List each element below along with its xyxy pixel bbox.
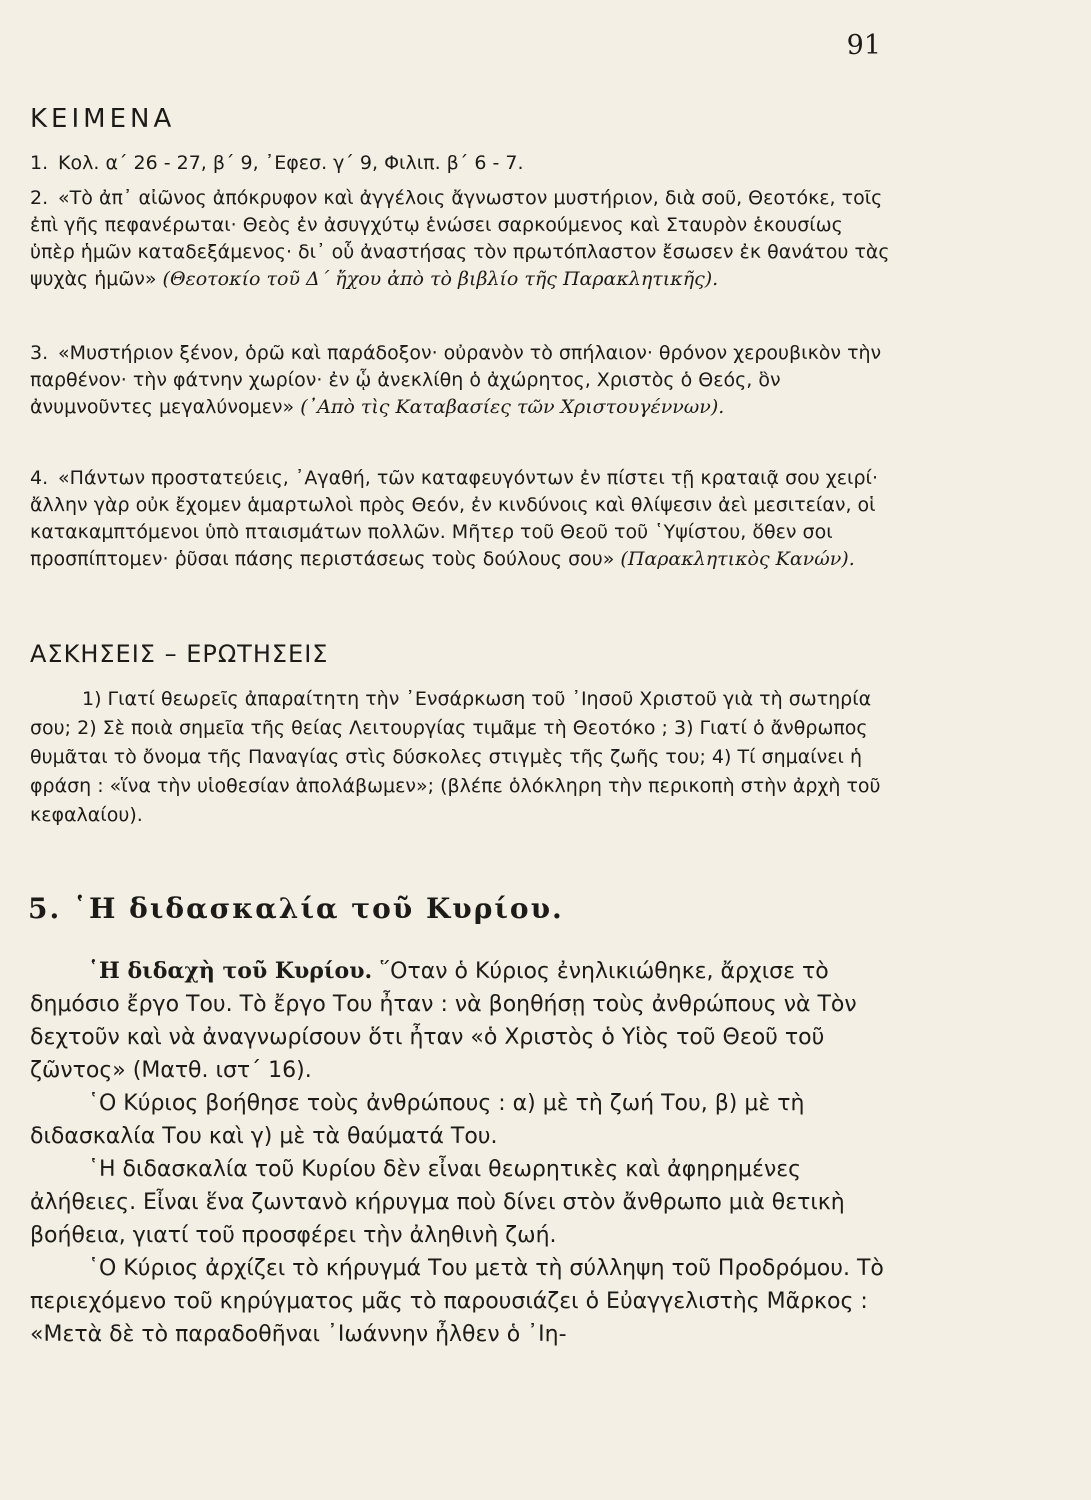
reference-text: «Τὸ ἀπ᾽ αἰῶνος ἀπόκρυφον καὶ ἀγγέλοις ἄγνωστον μυστήριον, διὰ σοῦ, Θεοτόκε, τοῖς ἐπὶ γῆς πεφανέρωται· Θεὸς ἐν ἀσυγχύτῳ ἑνώσει σαρκούμενος καὶ Σταυρὸν ἑκουσίως ὑπὲρ ἡμῶν καταδεξάμενος· δι᾽ οὗ ἀναστήσας τὸν πρωτόπλαστον ἔσωσεν ἐκ θανάτου τὰς ψυχὰς ἡμῶν» [30,187,890,290]
reference-4 [30,465,890,573]
reference-3 [30,340,890,421]
paragraph-text: ῞Οταν ὁ Κύριος ἐνηλικιώθηκε, ἄρχισε τὸ δημόσιο ἔργο Του. Τὸ ἔργο Του ἦταν : νὰ βοηθήσῃ τοὺς ἀνθρώπους νὰ Τὸν δεχτοῦν καὶ νὰ ἀναγνωρίσουν ὅτι ἦταν «ὁ Χριστὸς ὁ Υἱὸς τοῦ Θεοῦ τοῦ ζῶντος» (Ματθ. ιστ΄ 16). [30,959,857,1083]
reference-1 [30,150,890,177]
reference-source: (Παρακλητικὸς Κανών). [620,548,855,570]
reference-number: 3. [30,342,49,364]
reference-text: Κολ. α΄ 26 - 27, β΄ 9, ᾽Εφεσ. γ΄ 9, Φιλιπ. β΄ 6 - 7. [58,152,524,174]
reference-number: 1. [30,152,49,174]
reference-source: (᾽Απὸ τὶς Καταβασίες τῶν Χριστουγέννων). [300,396,725,418]
exercises-heading: ΑΣΚΗΣΕΙΣ – ΕΡΩΤΗΣΕΙΣ [30,640,329,668]
body-paragraph-2: ῾Ο Κύριος βοήθησε τοὺς ἀνθρώπους : α) μὲ τὴ ζωή Του, β) μὲ τὴ διδασκαλία Του καὶ γ) μὲ τὰ θαύματά Του. [30,1091,805,1149]
body-paragraph-4: ῾Ο Κύριος ἀρχίζει τὸ κήρυγμά Του μετὰ τὴ σύλληψη τοῦ Προδρόμου. Τὸ περιεχόμενο τοῦ κηρύγματος μᾶς τὸ παρουσιάζει ὁ Εὐαγγελιστὴς Μᾶρκος : «Μετὰ δὲ τὸ παραδοθῆναι ᾽Ιωάννην ἦλθεν ὁ ᾽Ιη- [30,1256,884,1347]
reference-number: 4. [30,467,49,489]
section-title: ΚΕΙΜΕΝΑ [30,104,176,134]
chapter-body [30,955,892,1351]
reference-text: «Πάντων προστατεύεις, ᾽Αγαθή, τῶν καταφευγόντων ἐν πίστει τῇ κραταιᾷ σου χειρί· ἄλλην γὰρ οὐκ ἔχομεν ἁμαρτωλοὶ πρὸς Θεόν, ἐν κινδύνοις καὶ θλίψεσιν ἀεὶ μεσιτείαν, οἱ κατακαμπτόμενοι ὑπὸ πταισμάτων πολλῶν. Μῆτερ τοῦ Θεοῦ τοῦ ῾Υψίστου, ὅθεν σοι προσπίπτομεν· ῥῦσαι πάσης περιστάσεως τοὺς δούλους σου» [30,467,879,570]
reference-source: (Θεοτοκίο τοῦ Δ΄ ἤχου ἀπὸ τὸ βιβλίο τῆς Παρακλητικῆς). [162,268,719,290]
paragraph-lead: ῾Η διδαχὴ τοῦ Κυρίου. [88,958,373,984]
body-paragraph-3: ῾Η διδασκαλία τοῦ Κυρίου δὲν εἶναι θεωρητικὲς καὶ ἀφηρημένες ἀλήθειες. Εἶναι ἕνα ζωντανὸ κήρυγμα ποὺ δίνει στὸν ἄνθρωπο μιὰ θετικὴ βοήθεια, γιατί τοῦ προσφέρει τὴν ἀληθινὴ ζωή. [30,1157,845,1248]
page-number: 91 [846,30,881,61]
reference-number: 2. [30,187,49,209]
body-paragraph-1 [30,955,892,1087]
reference-text: «Μυστήριον ξένον, ὁρῶ καὶ παράδοξον· οὐρανὸν τὸ σπήλαιον· θρόνον χερουβικὸν τὴν παρθένον· τὴν φάτνην χωρίον· ἐν ᾧ ἀνεκλίθη ὁ ἀχώρητος, Χριστὸς ὁ Θεός, ὃν ἀνυμνοῦντες μεγαλύνομεν» [30,342,882,418]
exercises-text: 1) Γιατί θεωρεῖς ἀπαραίτητη τὴν ᾽Ενσάρκωση τοῦ ᾽Ιησοῦ Χριστοῦ γιὰ τὴ σωτηρία σου; 2) Σὲ ποιὰ σημεῖα τῆς θείας Λειτουργίας τιμᾶμε τὴ Θεοτόκο ; 3) Γιατί ὁ ἄνθρωπος θυμᾶται τὸ ὄνομα τῆς Παναγίας στὶς δύσκολες στιγμὲς τῆς ζωῆς του; 4) Τί σημαίνει ἡ φράση : «ἵνα τὴν υἱοθεσίαν ἀπολάβωμεν»; (βλέπε ὁλόκληρη τὴν περικοπὴ στὴν ἀρχὴ τοῦ κεφαλαίου). [30,688,881,826]
reference-2 [30,185,890,293]
chapter-title: 5. ῾Η διδασκαλία τοῦ Κυρίου. [28,892,564,925]
